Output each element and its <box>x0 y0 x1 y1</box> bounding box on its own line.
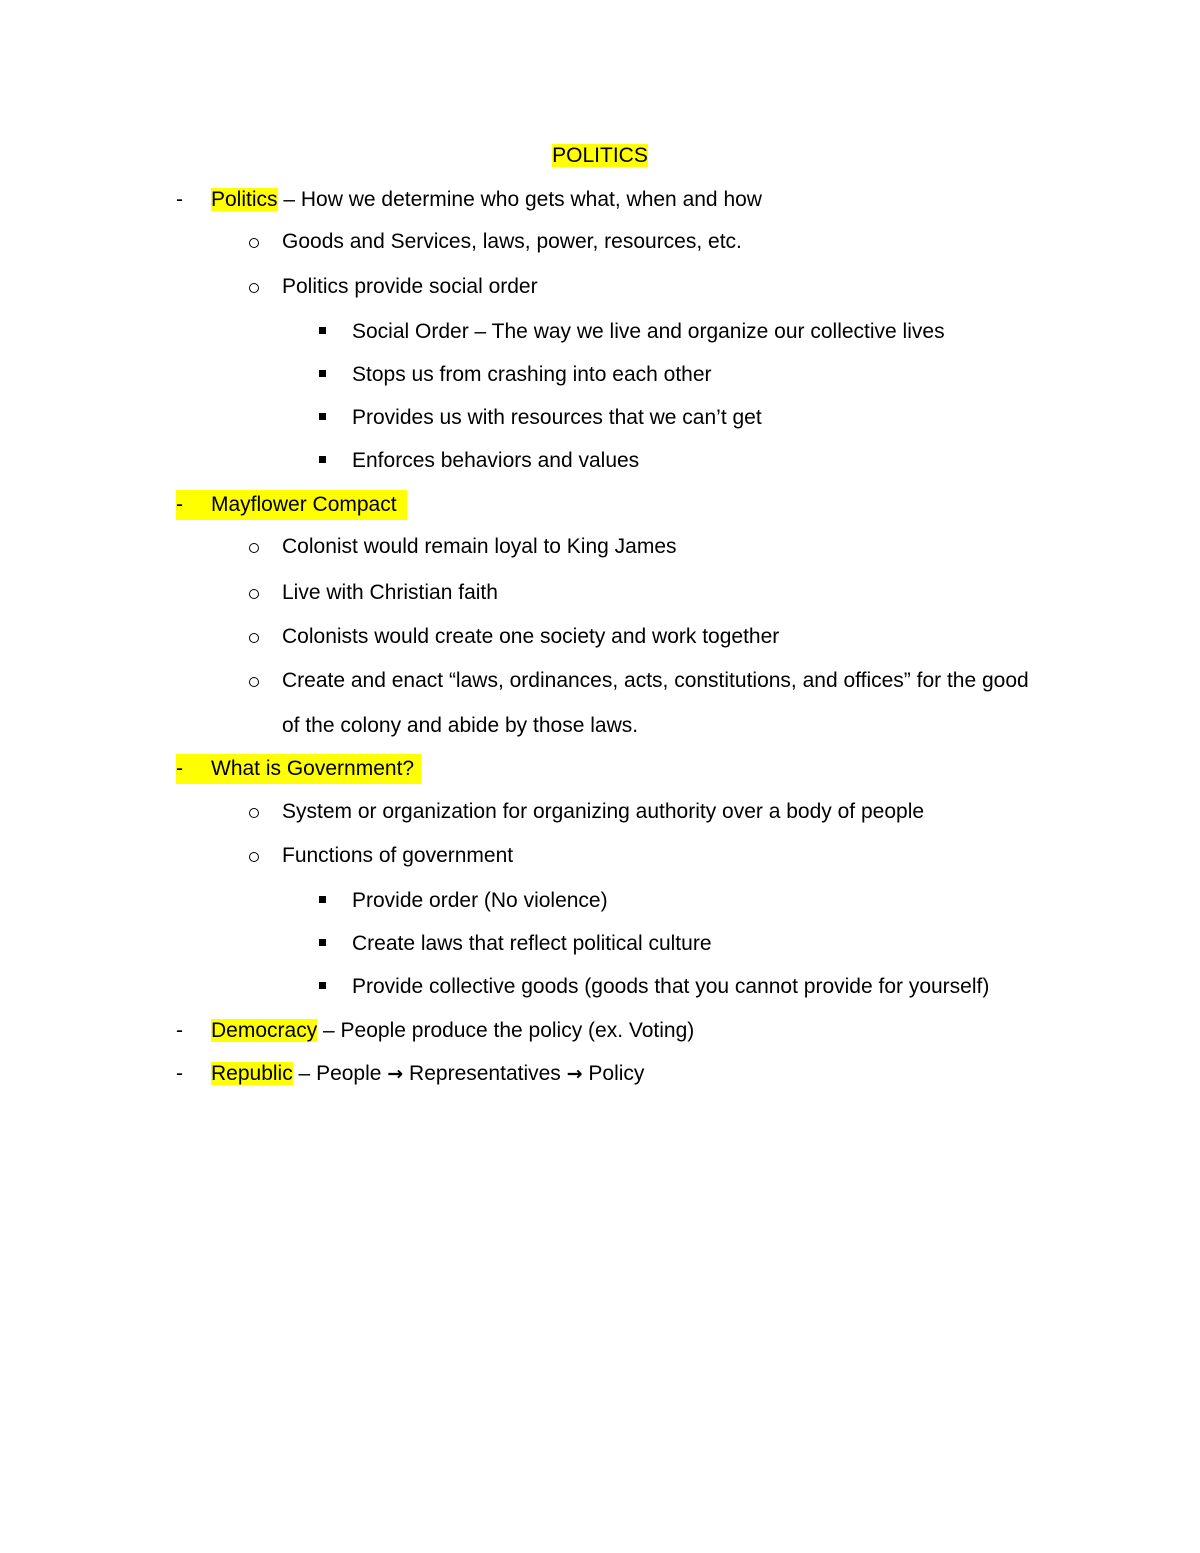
square-bullet <box>319 939 326 946</box>
page-title <box>0 140 1200 172</box>
square-bullet <box>319 456 326 463</box>
term-republic: Republic <box>211 1062 293 1085</box>
term-democracy: Democracy <box>211 1019 318 1042</box>
democracy-definition <box>211 1016 694 1046</box>
dash-bullet: - <box>176 757 183 780</box>
circle-bullet <box>249 633 259 643</box>
list-item: Create laws that reflect political culture <box>352 932 712 955</box>
list-item: Enforces behaviors and values <box>352 449 640 472</box>
list-item: Live with Christian faith <box>282 581 498 604</box>
right-arrow-icon: → <box>566 1063 583 1085</box>
republic-definition <box>211 1059 644 1089</box>
list-item: Provide collective goods (goods that you cannot provide for yourself) <box>352 975 990 998</box>
democracy-text: – People produce the policy (ex. Voting) <box>317 1019 695 1042</box>
square-bullet <box>319 982 326 989</box>
list-item: Politics provide social order <box>282 275 538 298</box>
list-item: Provide order (No violence) <box>352 889 608 912</box>
circle-bullet <box>249 677 259 687</box>
term-politics: Politics <box>211 188 278 211</box>
politics-text: – How we determine who gets what, when and how <box>277 188 762 211</box>
title-highlight: POLITICS <box>552 144 648 167</box>
square-bullet <box>319 370 326 377</box>
list-item: Provides us with resources that we can’t get <box>352 406 762 429</box>
dash-bullet: - <box>176 493 183 516</box>
square-bullet <box>319 327 326 334</box>
list-item: System or organization for organizing authority over a body of people <box>282 800 925 823</box>
list-item: Stops us from crashing into each other <box>352 363 712 386</box>
republic-text-middle: Representatives <box>403 1062 567 1085</box>
list-item: Colonist would remain loyal to King James <box>282 535 677 558</box>
list-item: Social Order – The way we live and organize our collective lives <box>352 320 945 343</box>
square-bullet <box>319 413 326 420</box>
list-item: Colonists would create one society and work together <box>282 625 780 648</box>
list-item: Create and enact “laws, ordinances, acts, constitutions, and offices” for the good <box>282 669 1029 692</box>
list-item: Goods and Services, laws, power, resources, etc. <box>282 230 742 253</box>
list-item-continuation: of the colony and abide by those laws. <box>282 714 639 737</box>
right-arrow-icon: → <box>387 1063 404 1085</box>
republic-text-end: Policy <box>582 1062 645 1085</box>
politics-definition <box>211 185 762 215</box>
square-bullet <box>319 896 326 903</box>
circle-bullet <box>249 238 259 248</box>
circle-bullet <box>249 589 259 599</box>
dash-bullet: - <box>176 188 183 211</box>
dash-bullet: - <box>176 1019 183 1042</box>
circle-bullet <box>249 543 259 553</box>
republic-text-start: – People <box>292 1062 388 1085</box>
circle-bullet <box>249 852 259 862</box>
list-item: Functions of government <box>282 844 514 867</box>
term-government: What is Government? <box>211 757 415 780</box>
circle-bullet <box>249 283 259 293</box>
dash-bullet: - <box>176 1062 183 1085</box>
term-mayflower-compact: Mayflower Compact <box>211 493 397 516</box>
circle-bullet <box>249 808 259 818</box>
